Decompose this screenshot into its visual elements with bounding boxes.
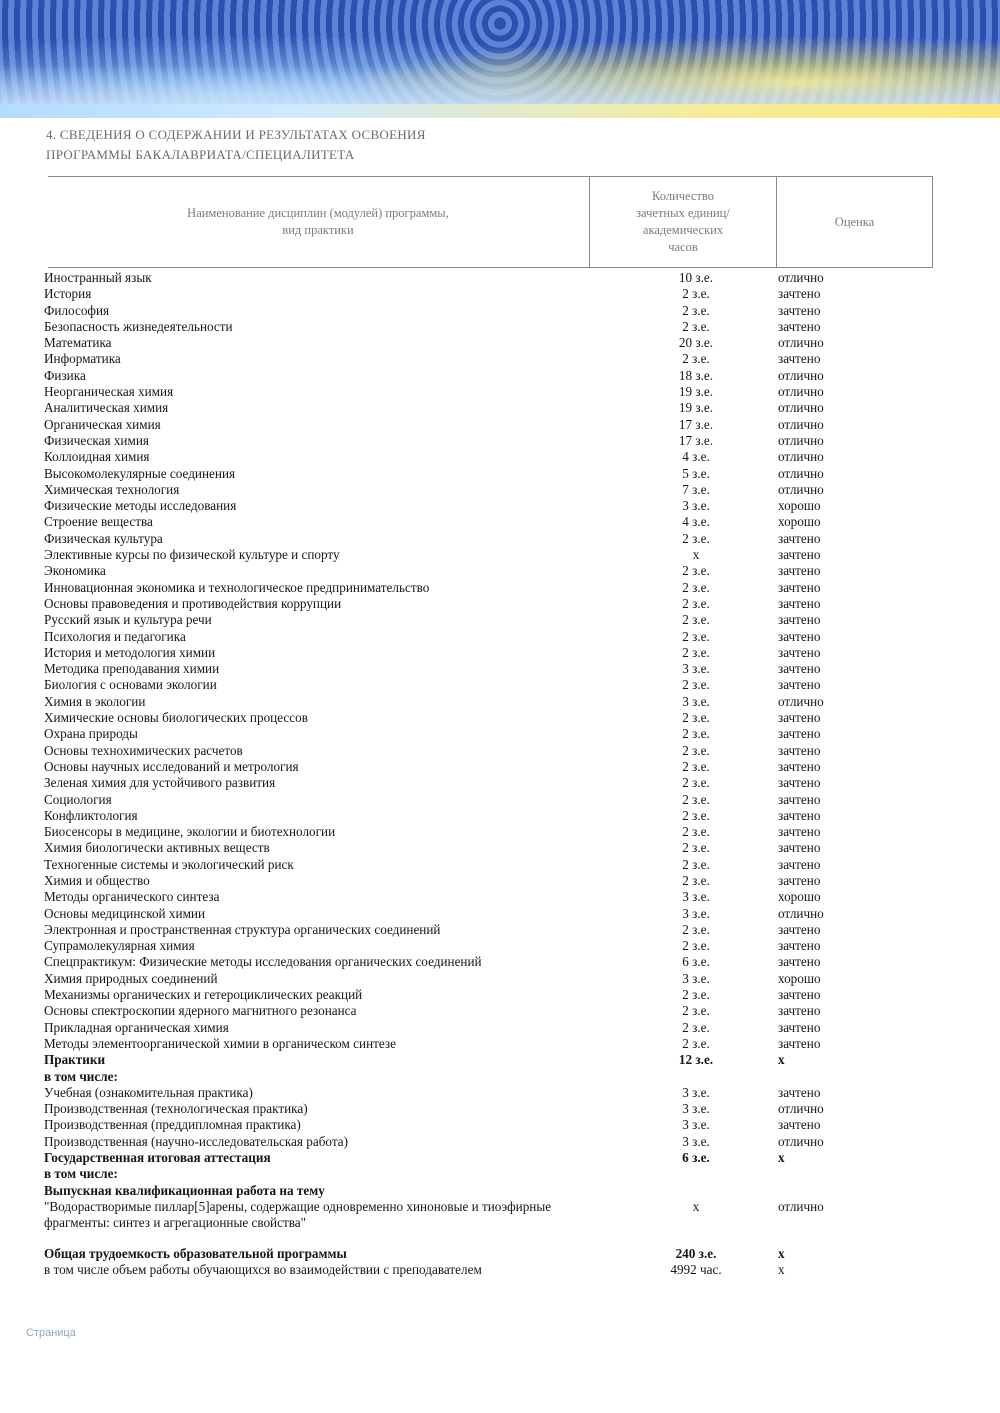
row-name: Техногенные системы и экологический риск xyxy=(44,856,294,872)
row-name: Производственная (технологическая практика) xyxy=(44,1101,308,1117)
table-row xyxy=(0,1117,1000,1133)
row-grade xyxy=(760,1166,920,1182)
row-grade: зачтено xyxy=(778,644,821,660)
row-name: Физические методы исследования xyxy=(44,498,237,514)
row-units: 240 з.е. xyxy=(675,1245,717,1261)
table-row xyxy=(0,1020,1000,1036)
row-name: в том числе объем работы обучающихся во взаимодействии с преподавателем xyxy=(44,1261,482,1277)
row-name: Социология xyxy=(44,791,112,807)
row-units: 2 з.е. xyxy=(682,726,710,742)
table-row xyxy=(0,694,1000,710)
table-row xyxy=(0,987,1000,1003)
row-name: Методы органического синтеза xyxy=(44,889,220,905)
banner-edge xyxy=(0,104,1000,118)
row-units: 2 з.е. xyxy=(682,742,710,758)
table-row xyxy=(0,351,1000,367)
table-row xyxy=(0,498,1000,514)
row-units: 2 з.е. xyxy=(682,758,710,774)
row-grade: отлично xyxy=(778,905,824,921)
row-grade: зачтено xyxy=(778,547,821,563)
row-units: 2 з.е. xyxy=(682,987,710,1003)
heading-line-1: 4. СВЕДЕНИЯ О СОДЕРЖАНИИ И РЕЗУЛЬТАТАХ ОСВОЕНИЯ xyxy=(46,127,426,142)
row-name: Биология с основами экологии xyxy=(44,677,217,693)
row-name: Методы элементоорганической химии в органическом синтезе xyxy=(44,1035,396,1051)
row-name: Основы медицинской химии xyxy=(44,905,206,921)
row-grade: зачтено xyxy=(778,677,821,693)
row-name: Физика xyxy=(44,367,86,383)
row-units: 6 з.е. xyxy=(682,954,710,970)
row-units: 2 з.е. xyxy=(682,921,710,937)
row-grade: хорошо xyxy=(778,970,821,986)
row-grade: отлично xyxy=(778,384,824,400)
row-grade: зачтено xyxy=(778,628,821,644)
row-grade: отлично xyxy=(778,335,824,351)
row-units: 2 з.е. xyxy=(682,872,710,888)
table-row xyxy=(0,792,1000,808)
header-grade-column xyxy=(776,177,932,267)
row-units: 3 з.е. xyxy=(682,1084,710,1100)
table-row xyxy=(0,417,1000,433)
header-units-line: Количество xyxy=(652,189,714,203)
row-units: 3 з.е. xyxy=(682,693,710,709)
row-name: Основы технохимических расчетов xyxy=(44,742,243,758)
table-row xyxy=(0,384,1000,400)
row-name: Основы научных исследований и метрология xyxy=(44,758,299,774)
table-row xyxy=(0,808,1000,824)
row-grade: отлично xyxy=(778,416,824,432)
row-grade: зачтено xyxy=(778,840,821,856)
row-units: 3 з.е. xyxy=(682,905,710,921)
row-grade: зачтено xyxy=(778,286,821,302)
table-row xyxy=(0,629,1000,645)
row-grade: отлично xyxy=(778,432,824,448)
row-units: 2 з.е. xyxy=(682,595,710,611)
row-name: Русский язык и культура речи xyxy=(44,612,212,628)
row-grade: зачтено xyxy=(778,742,821,758)
row-units: 7 з.е. xyxy=(682,481,710,497)
row-units: 2 з.е. xyxy=(682,644,710,660)
table-row xyxy=(0,824,1000,840)
table-row xyxy=(0,645,1000,661)
row-units: 2 з.е. xyxy=(682,856,710,872)
table-row xyxy=(0,319,1000,335)
row-name: Химия биологически активных веществ xyxy=(44,840,270,856)
table-row xyxy=(0,482,1000,498)
row-name: Основы правоведения и противодействия коррупции xyxy=(44,595,342,611)
table-row xyxy=(0,938,1000,954)
row-units: 2 з.е. xyxy=(682,807,710,823)
decorative-banner xyxy=(0,0,1000,118)
row-units: 2 з.е. xyxy=(682,286,710,302)
row-units: 2 з.е. xyxy=(682,530,710,546)
table-row xyxy=(0,857,1000,873)
row-grade: отлично xyxy=(778,367,824,383)
header-name-column xyxy=(48,177,588,267)
row-grade: зачтено xyxy=(778,791,821,807)
row-grade: зачтено xyxy=(778,710,821,726)
row-units: 2 з.е. xyxy=(682,302,710,318)
row-grade: зачтено xyxy=(778,1035,821,1051)
row-name: Строение вещества xyxy=(44,514,153,530)
section-heading xyxy=(46,125,606,165)
row-grade: зачтено xyxy=(778,775,821,791)
row-name: в том числе: xyxy=(44,1166,118,1182)
row-grade: зачтено xyxy=(778,318,821,334)
row-grade: отлично xyxy=(778,449,824,465)
table-row xyxy=(0,677,1000,693)
row-name: Экономика xyxy=(44,563,106,579)
table-row xyxy=(0,840,1000,856)
row-name: Психология и педагогика xyxy=(44,628,186,644)
row-grade: зачтено xyxy=(778,595,821,611)
row-units: 2 з.е. xyxy=(682,677,710,693)
row-units: 2 з.е. xyxy=(682,563,710,579)
row-name: Химия и общество xyxy=(44,872,150,888)
row-grade: зачтено xyxy=(778,530,821,546)
table-row xyxy=(0,1003,1000,1019)
row-grade: зачтено xyxy=(778,612,821,628)
table-row xyxy=(0,873,1000,889)
table-row xyxy=(0,580,1000,596)
row-name: Информатика xyxy=(44,351,121,367)
row-grade: зачтено xyxy=(778,856,821,872)
header-units-line: академических xyxy=(642,223,724,237)
table-row xyxy=(0,400,1000,416)
table-row xyxy=(0,954,1000,970)
table-body xyxy=(0,270,1000,1278)
row-units: 2 з.е. xyxy=(682,1003,710,1019)
row-grade: хорошо xyxy=(778,498,821,514)
row-units xyxy=(560,1183,760,1199)
row-name: Высокомолекулярные соединения xyxy=(44,465,236,481)
table-row xyxy=(0,563,1000,579)
row-grade: хорошо xyxy=(778,514,821,530)
table-row xyxy=(0,547,1000,563)
row-units: 2 з.е. xyxy=(682,791,710,807)
row-name: Аналитическая химия xyxy=(44,400,169,416)
row-units: х xyxy=(692,1198,700,1214)
row-grade: отлично xyxy=(778,1133,824,1149)
table-row xyxy=(0,596,1000,612)
table-row xyxy=(0,335,1000,351)
row-grade: зачтено xyxy=(778,987,821,1003)
row-grade: хорошо xyxy=(778,889,821,905)
row-name: Супрамолекулярная химия xyxy=(44,938,195,954)
row-grade: х xyxy=(778,1245,785,1261)
row-units: 20 з.е. xyxy=(678,335,714,351)
table-row xyxy=(0,906,1000,922)
row-grade: х xyxy=(778,1052,785,1068)
row-units: 3 з.е. xyxy=(682,970,710,986)
row-units: 2 з.е. xyxy=(682,579,710,595)
row-name: Безопасность жизнедеятельности xyxy=(44,318,233,334)
header-grade-label: Оценка xyxy=(834,214,875,229)
table-row xyxy=(0,368,1000,384)
row-name: Химия в экологии xyxy=(44,693,146,709)
row-units xyxy=(560,1069,760,1085)
table-header xyxy=(48,176,933,268)
row-grade: зачтено xyxy=(778,921,821,937)
row-name: Спецпрактикум: Физические методы исследования органических соединений xyxy=(44,954,482,970)
row-name: История и методология химии xyxy=(44,644,216,660)
row-name: в том числе: xyxy=(44,1068,118,1084)
table-row xyxy=(0,1101,1000,1117)
row-units xyxy=(560,1166,760,1182)
row-grade: зачтено xyxy=(778,807,821,823)
row-grade: отлично xyxy=(778,465,824,481)
header-name-line: Наименование дисциплин (модулей) программы, xyxy=(187,206,449,220)
row-name: Прикладная органическая химия xyxy=(44,1019,229,1035)
row-name: Учебная (ознакомительная практика) xyxy=(44,1084,253,1100)
row-units: 2 з.е. xyxy=(682,628,710,644)
row-name: Физическая химия xyxy=(44,432,149,448)
table-row xyxy=(0,303,1000,319)
row-name: Основы спектроскопии ядерного магнитного резонанса xyxy=(44,1003,357,1019)
row-grade xyxy=(760,1069,920,1085)
row-units: 2 з.е. xyxy=(682,710,710,726)
row-name: Органическая химия xyxy=(44,416,161,432)
row-units: 19 з.е. xyxy=(678,384,714,400)
row-units: 3 з.е. xyxy=(682,498,710,514)
row-name: Практики xyxy=(44,1052,106,1068)
header-units-line: зачетных единиц/ xyxy=(636,206,730,220)
row-grade xyxy=(760,1183,920,1199)
row-grade: зачтено xyxy=(778,954,821,970)
heading-line-2: ПРОГРАММЫ БАКАЛАВРИАТА/СПЕЦИАЛИТЕТА xyxy=(46,147,355,162)
table-row xyxy=(0,466,1000,482)
row-units: 4 з.е. xyxy=(682,514,710,530)
row-units: 2 з.е. xyxy=(682,938,710,954)
row-units: 3 з.е. xyxy=(682,889,710,905)
row-units: 2 з.е. xyxy=(682,318,710,334)
row-name: Электронная и пространственная структура органических соединений xyxy=(44,921,441,937)
row-grade: зачтено xyxy=(778,1084,821,1100)
row-name: Химия природных соединений xyxy=(44,970,218,986)
row-units: 10 з.е. xyxy=(678,270,714,285)
row-units: 18 з.е. xyxy=(678,367,714,383)
row-grade: зачтено xyxy=(778,938,821,954)
row-units: 2 з.е. xyxy=(682,351,710,367)
row-units: 2 з.е. xyxy=(682,1019,710,1035)
row-units: 2 з.е. xyxy=(682,1035,710,1051)
row-grade: зачтено xyxy=(778,872,821,888)
table-row xyxy=(0,1134,1000,1150)
row-grade: зачтено xyxy=(778,661,821,677)
row-name: Элективные курсы по физической культуре и спорту xyxy=(44,547,340,563)
row-grade: отлично xyxy=(778,481,824,497)
table-row xyxy=(0,1166,1000,1182)
table-row xyxy=(0,759,1000,775)
row-units: 3 з.е. xyxy=(682,661,710,677)
row-units: 2 з.е. xyxy=(682,612,710,628)
table-row xyxy=(0,889,1000,905)
row-grade: отлично xyxy=(778,270,824,285)
row-units: 6 з.е. xyxy=(682,1150,710,1166)
row-name: История xyxy=(44,286,92,302)
row-grade: зачтено xyxy=(778,351,821,367)
table-row xyxy=(0,775,1000,791)
row-units: 17 з.е. xyxy=(678,432,714,448)
table-row xyxy=(0,1262,1000,1278)
table-row xyxy=(0,514,1000,530)
header-units-column xyxy=(589,177,776,267)
row-units: 12 з.е. xyxy=(678,1052,714,1068)
row-units: 3 з.е. xyxy=(682,1117,710,1133)
row-name: Математика xyxy=(44,335,112,351)
table-row xyxy=(0,1036,1000,1052)
row-grade: зачтено xyxy=(778,1019,821,1035)
table-row xyxy=(0,1069,1000,1085)
table-row xyxy=(0,612,1000,628)
row-grade: зачтено xyxy=(778,563,821,579)
table-row xyxy=(0,286,1000,302)
table-row xyxy=(0,1246,1000,1262)
row-name: "Водорастворимые пиллар[5]арены, содержащие одновременно хиноновые и тиоэфирные фрагменты: синтез и агрегационные свойства" xyxy=(44,1198,552,1231)
row-name: Общая трудоемкость образовательной программы xyxy=(44,1245,347,1261)
row-name: Физическая культура xyxy=(44,530,163,546)
table-row xyxy=(0,449,1000,465)
row-units: 17 з.е. xyxy=(678,416,714,432)
row-grade: отлично xyxy=(778,693,824,709)
table-row xyxy=(0,922,1000,938)
row-name: Механизмы органических и гетероциклических реакций xyxy=(44,987,363,1003)
row-name: Биосенсоры в медицине, экологии и биотехнологии xyxy=(44,824,336,840)
row-name: Неорганическая химия xyxy=(44,384,174,400)
row-units: 2 з.е. xyxy=(682,840,710,856)
row-name: Зеленая химия для устойчивого развития xyxy=(44,775,276,791)
row-grade: зачтено xyxy=(778,726,821,742)
table-row xyxy=(0,1052,1000,1068)
row-grade: отлично xyxy=(778,1101,824,1117)
table-row xyxy=(0,1150,1000,1166)
row-name: Химическая технология xyxy=(44,481,180,497)
row-units: х xyxy=(692,547,700,563)
table-row xyxy=(0,743,1000,759)
row-units: 4 з.е. xyxy=(682,449,710,465)
row-name: Иностранный язык xyxy=(44,270,152,285)
row-grade: х xyxy=(778,1261,785,1277)
row-units: 3 з.е. xyxy=(682,1133,710,1149)
row-grade: отлично xyxy=(778,400,824,416)
row-name: Выпускная квалификационная работа на тему xyxy=(44,1182,325,1198)
row-grade: зачтено xyxy=(778,758,821,774)
row-units: 5 з.е. xyxy=(682,465,710,481)
row-units: 3 з.е. xyxy=(682,1101,710,1117)
row-grade: х xyxy=(778,1150,785,1166)
header-name-line: вид практики xyxy=(282,223,354,237)
table-row xyxy=(0,1199,1000,1232)
row-name: Конфликтология xyxy=(44,807,138,823)
row-grade: зачтено xyxy=(778,302,821,318)
row-grade: зачтено xyxy=(778,1117,821,1133)
row-name: Инновационная экономика и технологическое предпринимательство xyxy=(44,579,430,595)
table-row xyxy=(0,270,1000,286)
row-units: 4992 час. xyxy=(670,1261,722,1277)
row-name: Философия xyxy=(44,302,110,318)
row-name: Химические основы биологических процессов xyxy=(44,710,308,726)
row-name: Государственная итоговая аттестация xyxy=(44,1150,271,1166)
table-row xyxy=(0,1183,1000,1199)
row-grade: отлично xyxy=(778,1198,824,1214)
row-units: 19 з.е. xyxy=(678,400,714,416)
header-units-line: часов xyxy=(668,240,698,254)
row-grade: зачтено xyxy=(778,579,821,595)
row-name: Методика преподавания химии xyxy=(44,661,220,677)
table-row xyxy=(0,433,1000,449)
row-name: Коллоидная химия xyxy=(44,449,150,465)
row-name: Производственная (преддипломная практика) xyxy=(44,1117,301,1133)
row-grade: зачтено xyxy=(778,1003,821,1019)
row-units: 2 з.е. xyxy=(682,775,710,791)
row-units: 2 з.е. xyxy=(682,824,710,840)
table-row xyxy=(0,661,1000,677)
row-name: Охрана природы xyxy=(44,726,138,742)
page-footer-note: Страница xyxy=(26,1327,76,1339)
table-row xyxy=(0,1085,1000,1101)
table-row xyxy=(0,710,1000,726)
table-row xyxy=(0,971,1000,987)
row-name: Производственная (научно-исследовательская работа) xyxy=(44,1133,349,1149)
table-row xyxy=(0,726,1000,742)
row-grade: зачтено xyxy=(778,824,821,840)
table-row xyxy=(0,531,1000,547)
